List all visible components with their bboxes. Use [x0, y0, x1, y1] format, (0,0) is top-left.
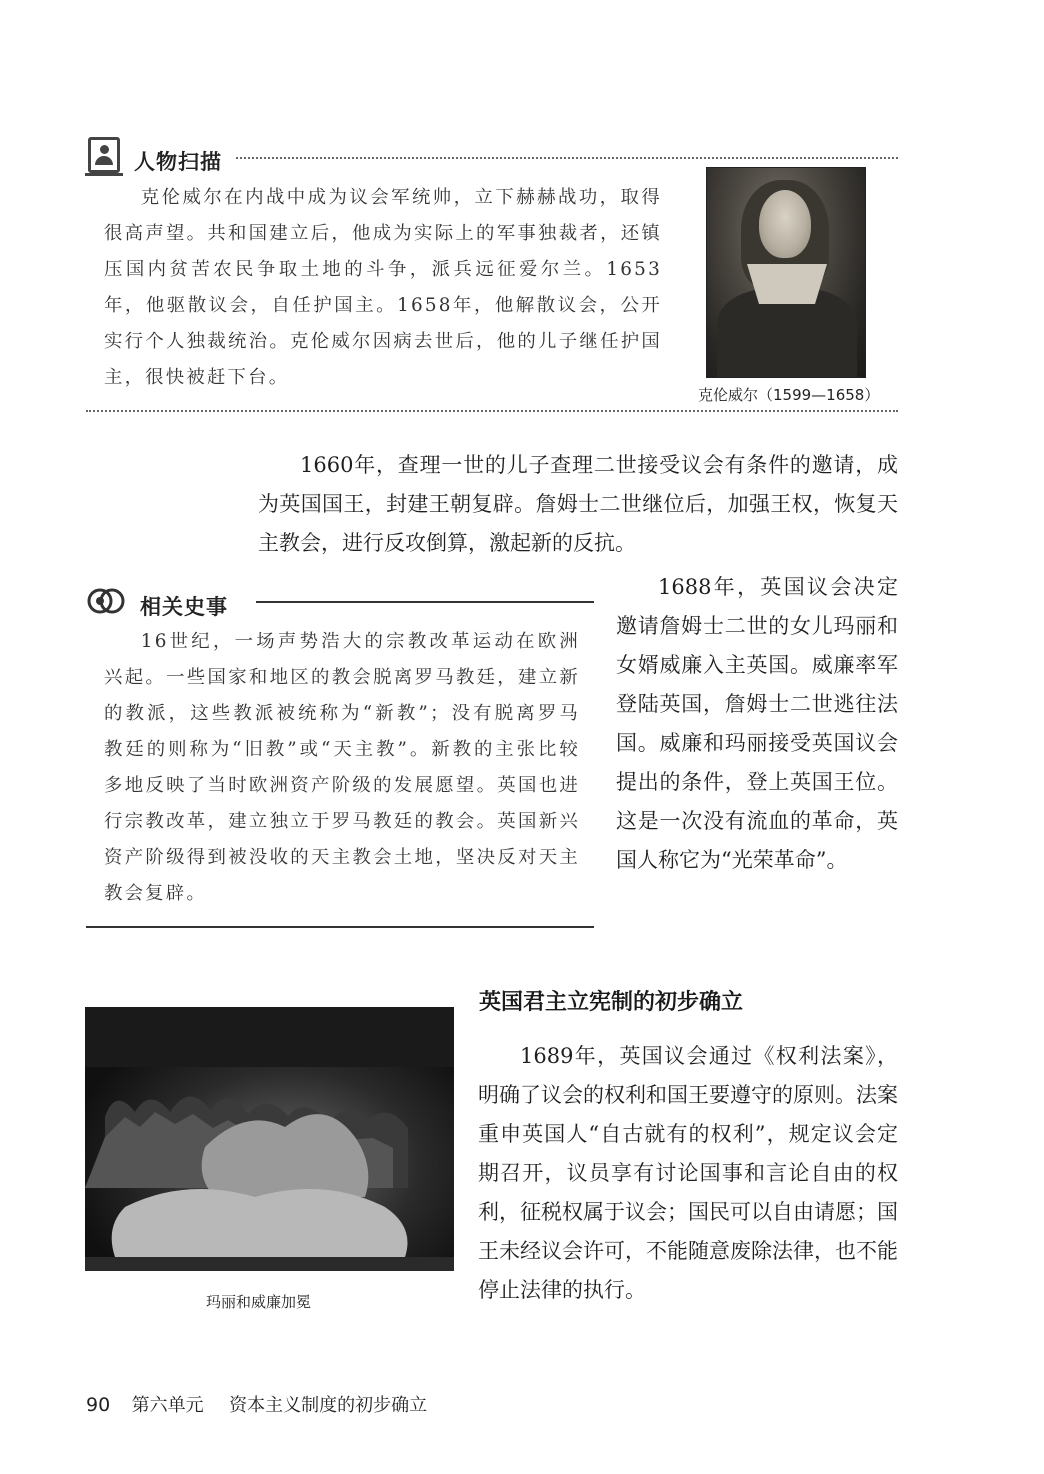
side-text-block	[616, 568, 898, 880]
figure-box-bottom-divider	[86, 410, 898, 412]
cromwell-portrait	[706, 167, 866, 378]
unit-number: 第六单元	[131, 1395, 204, 1416]
figure-box-text	[104, 180, 662, 396]
figure-box-title: 人物扫描	[134, 150, 222, 174]
section-text-block	[478, 1037, 898, 1310]
related-box-paragraph: 16世纪，一场声势浩大的宗教改革运动在欧洲兴起。一些国家和地区的教会脱离罗马教廷，建立新的教派，这些教派被统称为“新教”；没有脱离罗马教廷的则称为“旧教”或“天主教”。新教的主张比较多地反映了当时欧洲资产阶级的发展愿望。英国也进行宗教改革，建立独立于罗马教廷的教会。英国新兴资产阶级得到被没收的天主教会土地，坚决反对天主教会复辟。	[104, 631, 580, 904]
cromwell-portrait-caption: 克伦威尔（1599—1658）	[698, 386, 880, 404]
page-number: 90	[86, 1394, 111, 1416]
coronation-painting-caption: 玛丽和威廉加冕	[206, 1293, 312, 1311]
related-box-top-divider	[256, 601, 594, 603]
unit-title: 资本主义制度的初步确立	[229, 1395, 428, 1416]
section-title: 英国君主立宪制的初步确立	[479, 990, 744, 1015]
linked-rings-icon	[86, 584, 126, 618]
page-footer	[86, 1391, 427, 1417]
figure-box-paragraph: 克伦威尔在内战中成为议会军统帅，立下赫赫战功，取得很高声望。共和国建立后，他成为实际上的军事独裁者，还镇压国内贫苦农民争取土地的斗争，派兵远征爱尔兰。1653年，他驱散议会，自任护国主。1658年，他解散议会，公开实行个人独裁统治。克伦威尔因病去世后，他的儿子继任护国主，很快被赶下台。	[104, 187, 662, 388]
section-paragraph: 1689年，英国议会通过《权利法案》，明确了议会的权利和国王要遵守的原则。法案重申英国人“自古就有的权利”，规定议会定期召开，议员享有讨论国事和言论自由的权利，征税权属于议会；国民可以自由请愿；国王未经议会许可，不能随意废除法律，也不能停止法律的执行。	[478, 1044, 898, 1302]
main-text-block	[258, 446, 898, 563]
coronation-painting	[85, 1007, 454, 1271]
person-scan-icon	[88, 137, 120, 173]
related-box-title: 相关史事	[140, 595, 228, 619]
related-box-bottom-divider	[86, 926, 594, 928]
side-paragraph: 1688年，英国议会决定邀请詹姆士二世的女儿玛丽和女婿威廉入主英国。威廉率军登陆英国，詹姆士二世逃往法国。威廉和玛丽接受英国议会提出的条件，登上英国王位。这是一次没有流血的革命，英国人称它为“光荣革命”。	[616, 575, 898, 872]
main-paragraph-1: 1660年，查理一世的儿子查理二世接受议会有条件的邀请，成为英国国王，封建王朝复辟。詹姆士二世继位后，加强王权，恢复天主教会，进行反攻倒算，激起新的反抗。	[258, 453, 898, 555]
related-box-text	[104, 624, 580, 912]
figure-box-top-divider	[236, 157, 898, 159]
